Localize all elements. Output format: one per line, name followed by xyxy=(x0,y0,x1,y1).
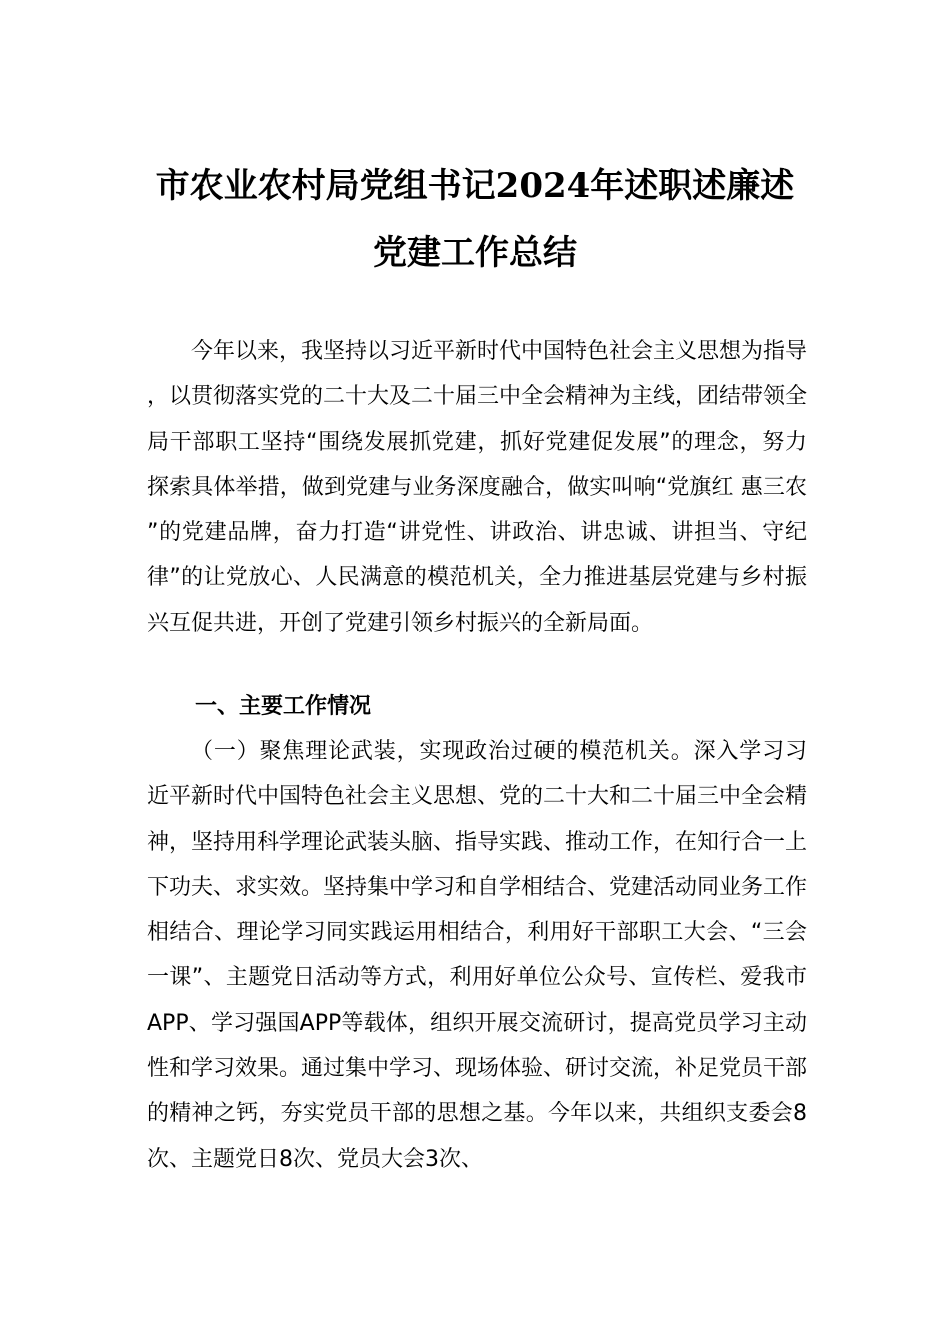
document-title-line-2: 党建工作总结 xyxy=(373,233,577,273)
subsection-lead: （一）聚焦理论武装，实现政治过硬的模范机关。 xyxy=(191,739,694,764)
subsection-body: 深入学习习近平新时代中国特色社会主义思想、党的二十大和二十届三中全会精神，坚持用科学理论武装头脑、指导实践、推动工作，在知行合一上下功夫、求实效。坚持集中学习和自学相结合、党建活动同业务工作相结合、理论学习同实践运用相结合，利用好干部职工大会、“三会一课”、主题党日活动等方式，利用好单位公众号、宣传栏、爱我市APP、学习强国APP等载体，组织开展交流研讨，提高党员学习主动性和学习效果。通过集中学习、现场体验、研讨交流，补足党员干部的精神之钙，夯实党员干部的思想之基。今年以来，共组织支委会8次、主题党日8次、党员大会3次、 xyxy=(147,739,808,1172)
document-title-line-1: 市农业农村局党组书记2024年述职述廉述 xyxy=(155,166,795,206)
subsection-paragraph xyxy=(147,729,807,1182)
intro-paragraph: 今年以来，我坚持以习近平新时代中国特色社会主义思想为指导，以贯彻落实党的二十大及二十届三中全会精神为主线，团结带领全局干部职工坚持“围绕发展抓党建，抓好党建促发展”的理念，努力探索具体举措，做到党建与业务深度融合，做实叫响“党旗红 惠三农”的党建品牌，奋力打造“讲党性、讲政治、讲忠诚、讲担当、守纪律”的让党放心、人民满意的模范机关，全力推进基层党建与乡村振兴互促共进，开创了党建引领乡村振兴的全新局面。 xyxy=(147,339,808,636)
section-heading: 一、主要工作情况 xyxy=(195,694,372,719)
